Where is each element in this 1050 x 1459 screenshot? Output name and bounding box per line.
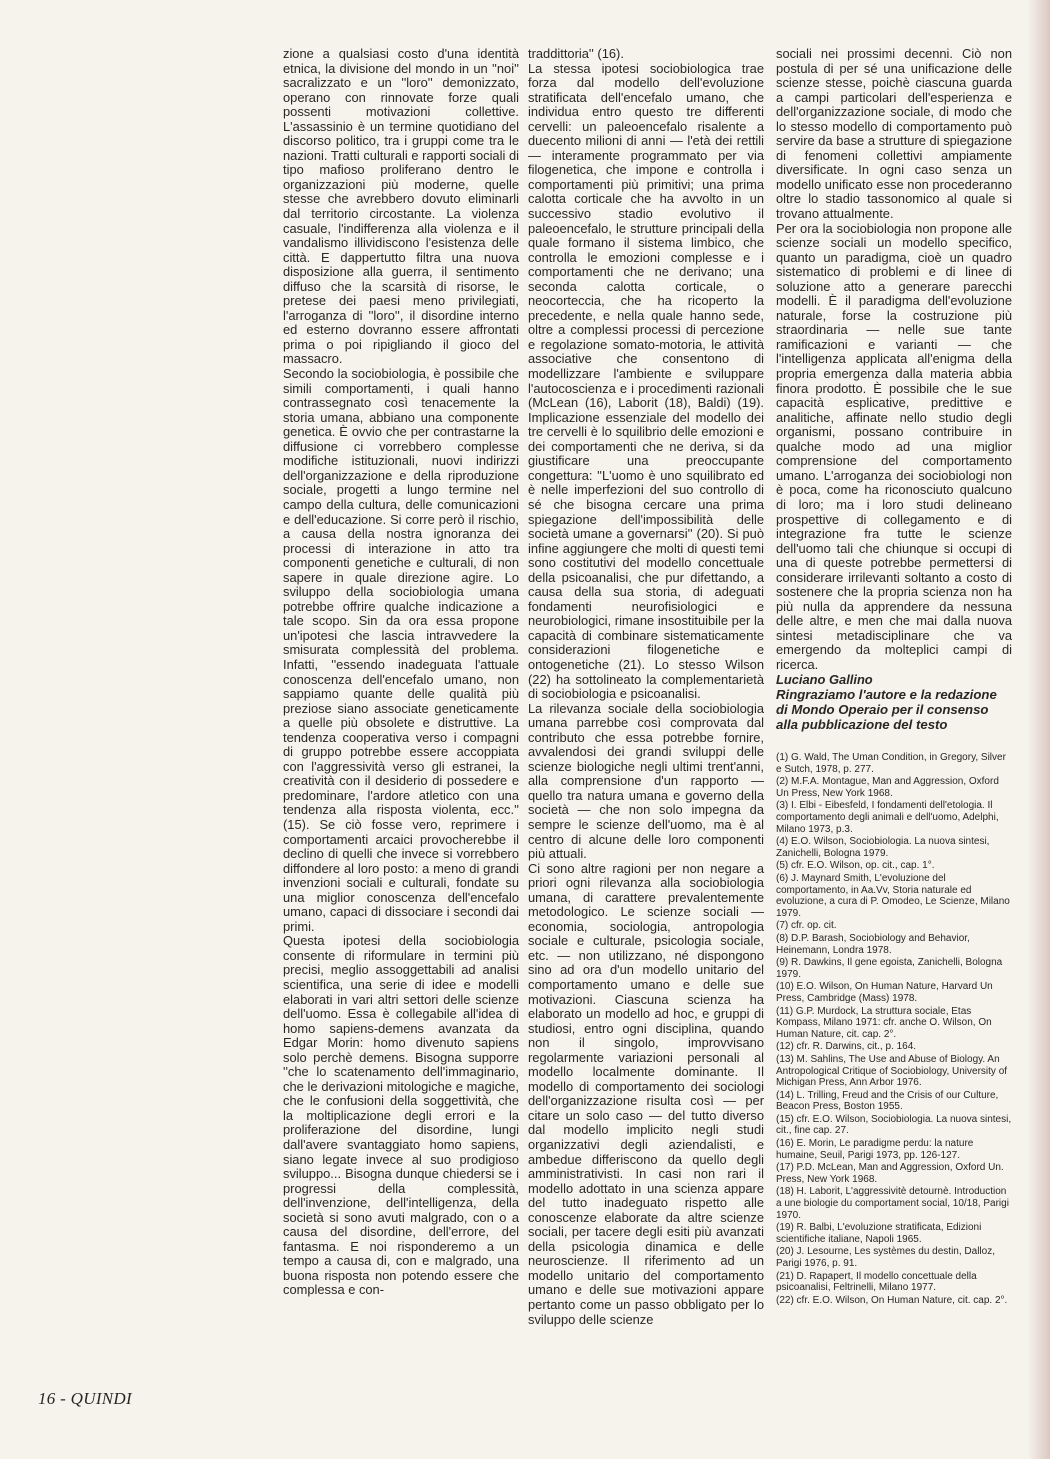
- footnote: (7) cfr. op. cit.: [776, 920, 837, 932]
- paragraph: Per ora la sociobiologia non propone alle scienze sociali un modello specifico, quanto un paradigma, cioè un quadro sistematico di problemi e di linee di soluzione atto a generare parecchi modelli. È il paradigma dell'evoluzione naturale, forse la costruzione più straordinaria — nelle sue tante ramificazioni e varianti — che l'intelligenza applicata all'enigma della propria emergenza dalla materia abbia finora prodotto. È possibile che le sue capacità esplicative, predittive e analitiche, affinate nello studio degli organismi, possano contribuire in qualche modo ad una miglior comprensione del comportamento umano. L'arroganza dei sociobiologi non è poca, come ha riconosciuto qualcuno di loro; ma i loro studi delineano prospettive di collegamento e di integrazione fra tutte le scienze dell'uomo tali che chiunque si occupi di una di queste potrebbe permettersi di considerare irrilevanti soltanto a costo di sostenere che la propria scienza non ha più nulla da apprendere da nessuna delle altre, e men che mai dalla nuova sintesi metadisciplinare che va emergendo da molteplici campi di ricerca.: [776, 220, 1012, 672]
- footnote: (3) I. Elbi - Eibesfeld, I fondamenti dell'etologia. Il comportamento degli animali e dell'uomo, Adelphi, Milano 1973, p.3.: [776, 800, 999, 835]
- footnotes: [776, 752, 1012, 1306]
- author-signature: Luciano Gallino: [776, 671, 873, 687]
- footnote: (1) G. Wald, The Uman Condition, in Gregory, Silver e Sutch, 1978, p. 277.: [776, 752, 1006, 775]
- footnote: (18) H. Laborit, L'aggressivitè detournè. Introduction a une biologie du comportament social, 10/18, Parigi 1970.: [776, 1186, 1009, 1221]
- footnote: (21) D. Rapapert, Il modello concettuale della psicoanalisi, Feltrinelli, Milano 1977.: [776, 1270, 977, 1294]
- footnote: (9) R. Dawkins, Il gene egoista, Zanichelli, Bologna 1979.: [776, 957, 1003, 980]
- footnote: (13) M. Sahlins, The Use and Abuse of Biology. An Antropological Critique of Sociobiology, University of Michigan Press, Ann Arbor 1976.: [776, 1053, 1008, 1089]
- footnote: (2) M.F.A. Montague, Man and Aggression, Oxford Un Press, New York 1968.: [776, 776, 999, 799]
- text-column-2: [528, 47, 764, 1327]
- footnote: (20) J. Lesourne, Les systèmes du destin, Dalloz, Parigi 1976, p. 91.: [776, 1246, 995, 1269]
- footnote: (6) J. Maynard Smith, L'evoluzione del comportamento, in Aa.Vv, Storia naturale ed evoluzione, a cura di P. Omodeo, Le Scienze, Milano 1979.: [776, 873, 1010, 919]
- footnote: (17) P.D. McLean, Man and Aggression, Oxford Un. Press, New York 1968.: [776, 1162, 1004, 1185]
- footnote: (15) cfr. E.O. Wilson, Sociobiologia. La nuova sintesi, cit., fine cap. 27.: [776, 1113, 1012, 1137]
- footnote: (12) cfr. R. Darwins, cit., p. 164.: [776, 1041, 917, 1053]
- footnote: (4) E.O. Wilson, Sociobiologia. La nuova sintesi, Zanichelli, Bologna 1979.: [776, 836, 990, 859]
- footnote: (5) cfr. E.O. Wilson, op. cit., cap. 1°.: [776, 860, 935, 872]
- footnote: (8) D.P. Barash, Sociobiology and Behavior, Heinemann, Londra 1978.: [776, 932, 970, 956]
- paragraph: La rilevanza sociale della sociobiologia umana parrebbe così comprovata dal contributo che essa potrebbe fornire, avvalendosi dei grandi sviluppi delle scienze biologiche negli ultimi trent'anni, alla comprensione d'un rapporto — quello tra natura umana e governo della società — che non solo impegna da sempre le scienze dell'uomo, ma è al centro di alcune delle loro componenti più attuali.: [528, 700, 764, 862]
- acknowledgement: Ringraziamo l'autore e la redazione di Mondo Operaio per il consenso alla pubblicazione del testo: [776, 687, 997, 733]
- paragraph: zione a qualsiasi costo d'una identità etnica, la divisione del mondo in un ''noi'' sacralizzato e un ''loro'' demonizzato, operano con rinnovate forze quali possenti motivazioni collettive. L'assassinio è un termine quotidiano del discorso politico, tra i gruppi come tra le nazioni. Tratti culturali e rapporti sociali di tipo mafioso proliferano dentro le organizzazioni più moderne, quelle stesse che avrebbero dovuto eliminarli dal territorio circostante. La violenza casuale, l'indifferenza alla violenza e il vandalismo illividiscono l'esistenza delle città. E dappertutto filtra una nuova disposizione alla guerra, il sentimento diffuso che la scarsità di risorse, le pretese dei paesi meno privilegiati, l'arroganza di ''loro'', il disordine interno ed esterno dovranno essere affrontati prima o poi ripigliando il gioco del massacro.: [283, 46, 519, 367]
- paragraph: traddittoria'' (16).: [528, 46, 624, 61]
- footnote: (11) G.P. Murdock, La struttura sociale, Etas Kompass, Milano 1971: cfr. anche O. Wilson, On Human Nature, cit. cap. 2°.: [776, 1005, 992, 1040]
- footnote: (10) E.O. Wilson, On Human Nature, Harvard Un Press, Cambridge (Mass) 1978.: [776, 981, 993, 1004]
- footnote: (14) L. Trilling, Freud and the Crisis of our Culture, Beacon Press, Boston 1955.: [776, 1089, 999, 1113]
- text-column-1: [283, 47, 519, 1298]
- paragraph: Ci sono altre ragioni per non negare a priori ogni rilevanza alla sociobiologia umana, di carattere prevalentemente metodologico. Le scienze sociali — economia, sociologia, antropologia sociale e culturale, psicologia sociale, etc. — non utilizzano, né dispongono sino ad ora d'un modello unitario del comportamento umano e delle sue motivazioni. Ciascuna scienza ha elaborato un modello ad hoc, e gruppi di studiosi, entro ogni disciplina, quando non il singolo, improvvisano regolarmente variazioni personali al modello localmente dominante. Il modello di comportamento dei sociologi dell'organizzazione risulta così — per citare un solo caso — del tutto diverso dal modello implicito negli studi organizzativi degli aziendalisti, e ambedue differiscono da quello degli amministrativisti. In casi non rari il modello adottato in una scienza appare del tutto inadeguato rispetto alle conoscenze elaborate da altre scienze sociali, per tacere degli esiti più avanzati della psicologia dinamica e delle neuroscienze. Il riferimento ad un modello unitario del comportamento umano e delle sue motivazioni appare pertanto come un passo obbligato per lo sviluppo delle scienze: [528, 860, 764, 1327]
- page-edge-shadow: [1028, 0, 1050, 1459]
- footnote: (16) E. Morin, Le paradigme perdu: la nature humaine, Seuil, Parigi 1973, pp. 126-127.: [776, 1138, 974, 1161]
- paragraph: Questa ipotesi della sociobiologia consente di riformulare in termini più precisi, meglio assoggettabili ad analisi scientifica, una serie di idee e modelli elaborati in vari altri settori delle scienze dell'uomo. Essa è collegabile all'idea di homo sapiens-demens avanzata da Edgar Morin: homo divenuto sapiens solo perchè demens. Bisogna supporre ''che lo scatenamento dell'immaginario, che le derivazioni mitologiche e magiche, che le confusioni della soggettività, che la moltiplicazione degli errori e la proliferazione del disordine, lungi dall'avere svantaggiato homo sapiens, siano legate invece al suo prodigioso sviluppo... Bisogna dunque chiedersi se i progressi della complessità, dell'invenzione, dell'intelligenza, della società si sono avuti malgrado, con o a causa del disordine, dell'errore, del fantasma. E noi risponderemo a un tempo a causa di, con e malgrado, una buona risposta non potendo essere che complessa e con-: [283, 933, 519, 1298]
- text-column-3: [776, 47, 1012, 1307]
- paragraph: La stessa ipotesi sociobiologica trae forza dal modello dell'evoluzione stratificata dell'encefalo umano, che individua entro questo tre differenti cervelli: un paleoencefalo risalente a duecento milioni di anni — l'età dei rettili — interamente programmato per via filogenetica, che impone e controlla i comportamenti più primitivi; una prima calotta corticale che ha avvolto in un successivo stadio evolutivo il paleoencefalo, le strutture principali della quale formano il sistema limbico, che controlla le emozioni complesse e i comportamenti che ne derivano; una seconda calotta corticale, o neocorteccia, che ha ricoperto la precedente, e nella quale hanno sede, oltre a complessi processi di percezione e regolazione somato-motoria, le attività associative che consentono di modellizzare l'ambiente e sviluppare l'autocoscienza e i procedimenti razionali (McLean (16), Laborit (18), Baldi) (19). Implicazione essenziale del modello dei tre cervelli è lo squilibrio delle emozioni e dei comportamenti che ne deriva, si da giustificare una preoccupante congettura: ''L'uomo è uno squilibrato ed è nelle imperfezioni del suo controllo di sé che bisogna cercare una prima spiegazione dell'impossibilità delle società umane a governarsi'' (20). Si può infine aggiungere che molti di questi temi sono costitutivi del modello concettuale della psicoanalisi, che pur difettando, a causa della sua storia, di adeguati fondamenti neurofisiologici e neurobiologici, rimane insostituibile per la capacità di combinare sistematicamente considerazioni filogenetiche e ontogenetiche (21). Lo stesso Wilson (22) ha sottolineato la complementarietà di sociobiologia e psicoanalisi.: [528, 60, 764, 702]
- paragraph: Secondo la sociobiologia, è possibile che simili comportamenti, i quali hanno contrassegnato così tenacemente la storia umana, abbiano una componente genetica. È ovvio che per contrastarne la diffusione ci vorrebbero complesse modifiche istituzionali, nuovi indirizzi dell'organizzazione e della riproduzione sociale, progetti a lungo termine nel campo della cultura, delle comunicazioni e dell'educazione. Si corre però il rischio, a causa della nostra ignoranza dei processi di interazione in atto tra componenti genetiche e culturali, di non sapere in quale direzione agire. Lo sviluppo della sociobiologia umana potrebbe offrire qualche indicazione a tale scopo. Sin da ora essa propone un'ipotesi che lascia intravvedere la smisurata complessità del problema. Infatti, ''essendo inadeguata l'attuale conoscenza dell'encefalo umano, non sappiamo quante delle qualità più preziose siano associate geneticamente a quelle più obsolete e distruttive. La tendenza cooperativa verso i compagni di gruppo potrebbe essere accoppiata con l'aggressività verso gli estranei, la creatività con il desiderio di possedere e predominare, l'ardore atletico con una tendenza alla risposta violenta, ecc.'' (15). Se ciò fosse vero, reprimere i comportamenti arcaici provocherebbe il declino di quelli che invece si vorrebbero diffondere al loro posto: a meno di grandi invenzioni sociali e culturali, fondate su una miglior conoscenza dell'encefalo umano, capaci di dissociare i secondi dai primi.: [283, 366, 519, 934]
- paragraph: sociali nei prossimi decenni. Ciò non postula di per sé una unificazione delle scienze stesse, poichè ciascuna guarda a campi particolari dell'esperienza e dell'organizzazione sociale, di modo che lo stesso modello di comportamento può servire da base a strutture di spiegazione di fenomeni collettivi ampiamente diversificate. In ogni caso senza un modello unificato esse non procederanno oltre lo stadio tassonomico al quale si trovano attualmente.: [776, 46, 1012, 222]
- footnote: (22) cfr. E.O. Wilson, On Human Nature, cit. cap. 2°.: [776, 1294, 1008, 1306]
- footnote: (19) R. Balbi, L'evoluzione stratificata, Edizioni scientifiche italiane, Napoli 1965.: [776, 1222, 982, 1245]
- page-folio: 16 - QUINDI: [38, 1389, 132, 1408]
